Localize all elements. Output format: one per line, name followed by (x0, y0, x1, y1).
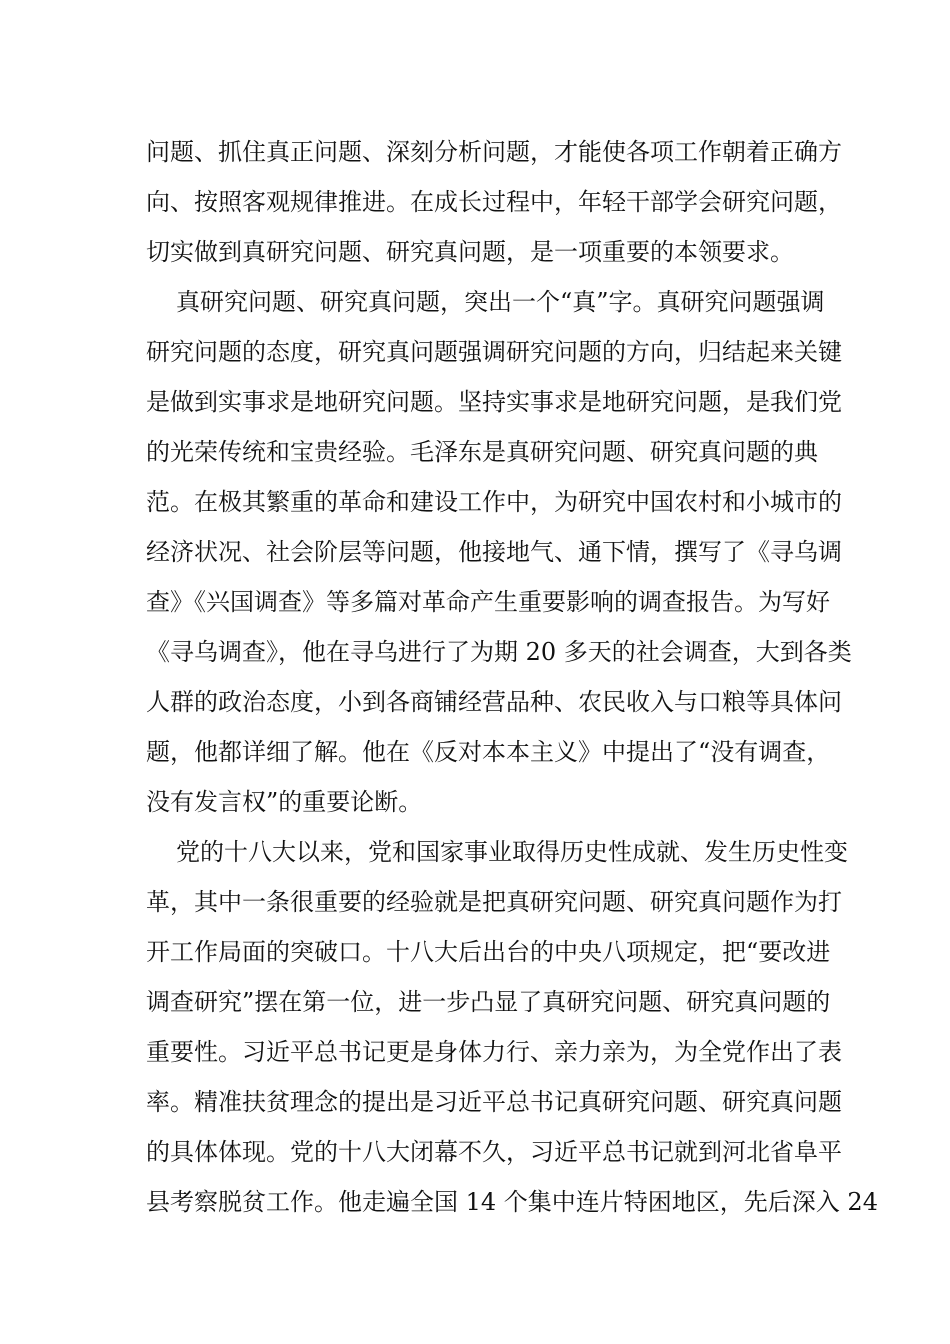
text-line (0, 1077, 950, 1127)
paragraph-3-line-4: 调查研究”摆在第一位，进一步凸显了真研究问题、研究真问题的 (146, 988, 831, 1016)
text-line (0, 327, 950, 377)
text-line (0, 477, 950, 527)
paragraph-3-line-6: 率。精准扶贫理念的提出是习近平总书记真研究问题、研究真问题 (146, 1088, 842, 1116)
paragraph-1-line-1: 问题、抓住真正问题、深刻分析问题，才能使各项工作朝着正确方 (146, 138, 842, 166)
paragraph-3-line-5: 重要性。习近平总书记更是身体力行、亲力亲为，为全党作出了表 (146, 1038, 842, 1066)
text-line (0, 927, 950, 977)
paragraph-1-line-2: 向、按照客观规律推进。在成长过程中，年轻干部学会研究问题， (146, 188, 842, 216)
paragraph-2-line-6: 经济状况、社会阶层等问题，他接地气、通下情，撰写了《寻乌调 (146, 538, 842, 566)
text-line (0, 1177, 950, 1227)
text-line (0, 1127, 950, 1177)
text-line (0, 527, 950, 577)
paragraph-2-line-1: 真研究问题、研究真问题，突出一个“真”字。真研究问题强调 (176, 288, 825, 316)
text-line (0, 377, 950, 427)
paragraph-3-line-1: 党的十八大以来，党和国家事业取得历史性成就、发生历史性变 (176, 838, 848, 866)
text-line (0, 127, 950, 177)
text-line (0, 1027, 950, 1077)
paragraph-2-line-9: 人群的政治态度，小到各商铺经营品种、农民收入与口粮等具体问 (146, 688, 842, 716)
paragraph-2-line-7: 查》《兴国调查》等多篇对革命产生重要影响的调查报告。为写好 (146, 588, 830, 616)
paragraph-3-line-8: 县考察脱贫工作。他走遍全国 14 个集中连片特困地区，先后深入 24 (146, 1188, 878, 1216)
paragraph-2-line-10: 题，他都详细了解。他在《反对本本主义》中提出了“没有调查， (146, 738, 831, 766)
text-line (0, 677, 950, 727)
paragraph-3-line-7: 的具体体现。党的十八大闭幕不久，习近平总书记就到河北省阜平 (146, 1138, 842, 1166)
text-line (0, 777, 950, 827)
text-line (0, 277, 950, 327)
text-line (0, 177, 950, 227)
paragraph-2-line-3: 是做到实事求是地研究问题。坚持实事求是地研究问题，是我们党 (146, 388, 842, 416)
paragraph-2-line-11: 没有发言权”的重要论断。 (146, 788, 423, 816)
paragraph-2-line-4: 的光荣传统和宝贵经验。毛泽东是真研究问题、研究真问题的典 (146, 438, 818, 466)
text-line (0, 877, 950, 927)
paragraph-3-line-3: 开工作局面的突破口。十八大后出台的中央八项规定，把“要改进 (146, 938, 831, 966)
text-line (0, 227, 950, 277)
paragraph-2-line-5: 范。在极其繁重的革命和建设工作中，为研究中国农村和小城市的 (146, 488, 842, 516)
paragraph-1-line-3: 切实做到真研究问题、研究真问题，是一项重要的本领要求。 (146, 238, 794, 266)
paragraph-3-line-2: 革，其中一条很重要的经验就是把真研究问题、研究真问题作为打 (146, 888, 842, 916)
paragraph-2-line-2: 研究问题的态度，研究真问题强调研究问题的方向，归结起来关键 (146, 338, 842, 366)
text-line (0, 427, 950, 477)
text-line (0, 727, 950, 777)
text-line (0, 977, 950, 1027)
text-line (0, 827, 950, 877)
text-line (0, 627, 950, 677)
paragraph-2-line-8: 《寻乌调查》，他在寻乌进行了为期 20 多天的社会调查，大到各类 (146, 638, 852, 666)
text-line (0, 577, 950, 627)
